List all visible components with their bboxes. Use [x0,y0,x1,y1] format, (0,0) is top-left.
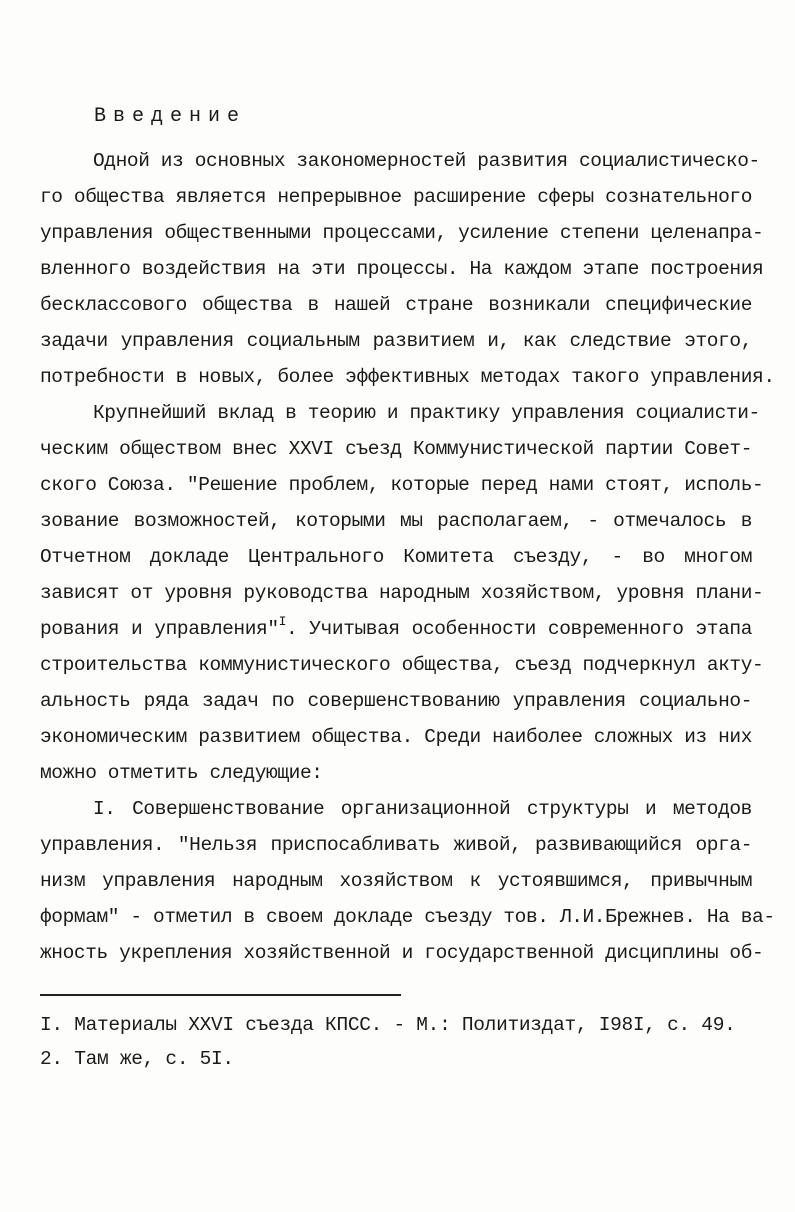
text-line: формам" - отметил в своем докладе съезду тов. Л.И.Брежнев. На ва- [40,906,775,928]
text-line: ского Союза. "Решение проблем, которые перед нами стоят, исполь- [40,474,764,496]
footnote: I. Материалы XXVI съезда КПСС. - М.: Политиздат, I98I, с. 49. [40,1014,736,1036]
text-line: зование возможностей, которыми мы располагаем, - отмечалось в [40,510,752,532]
text-fragment: . Учитывая особенности современного этапа [286,618,752,640]
footnote-separator [40,994,401,996]
text-line: го общества является непрерывное расширение сферы сознательного [40,186,753,208]
footnote: 2. Там же, с. 5I. [40,1048,234,1070]
text-line: Одной из основных закономерностей развития социалистическо- [93,150,760,172]
text-line: I. Совершенствование организационной структуры и методов [93,798,752,820]
text-line: жность укрепления хозяйственной и государственной дисциплины об- [40,942,764,964]
text-line: управления. "Нельзя приспосабливать живой, развивающийся орга- [40,834,752,856]
text-line: зависят от уровня руководства народным хозяйством, уровня плани- [40,582,764,604]
text-line-with-footnote [40,616,752,642]
text-line: управления общественными процессами, усиление степени целенапра- [40,222,764,244]
text-line: Крупнейший вклад в теорию и практику управления социалисти- [93,402,760,424]
footnote-marker: I [278,614,287,629]
text-line: ческим обществом внес XXVI съезд Коммунистической партии Совет- [40,438,753,460]
text-fragment: рования и управления" [40,618,279,640]
text-line: вленного воздействия на эти процессы. На каждом этапе построения [40,258,764,280]
text-line: альность ряда задач по совершенствованию управления социально- [40,690,752,712]
text-line: можно отметить следующие: [40,762,323,784]
text-line: задачи управления социальным развитием и, как следствие этого, [40,330,752,352]
text-line: низм управления народным хозяйством к устоявшимся, привычным [40,870,752,892]
text-line: Отчетном докладе Центрального Комитета съезду, - во многом [40,546,752,568]
page-heading: Введение [94,105,247,128]
text-line: строительства коммунистического общества, съезд подчеркнул акту- [40,654,764,676]
text-line: потребности в новых, более эффективных методах такого управления. [40,366,775,388]
text-line: экономическим развитием общества. Среди наиболее сложных из них [40,726,753,748]
text-line: бесклассового общества в нашей стране возникали специфические [40,294,752,316]
